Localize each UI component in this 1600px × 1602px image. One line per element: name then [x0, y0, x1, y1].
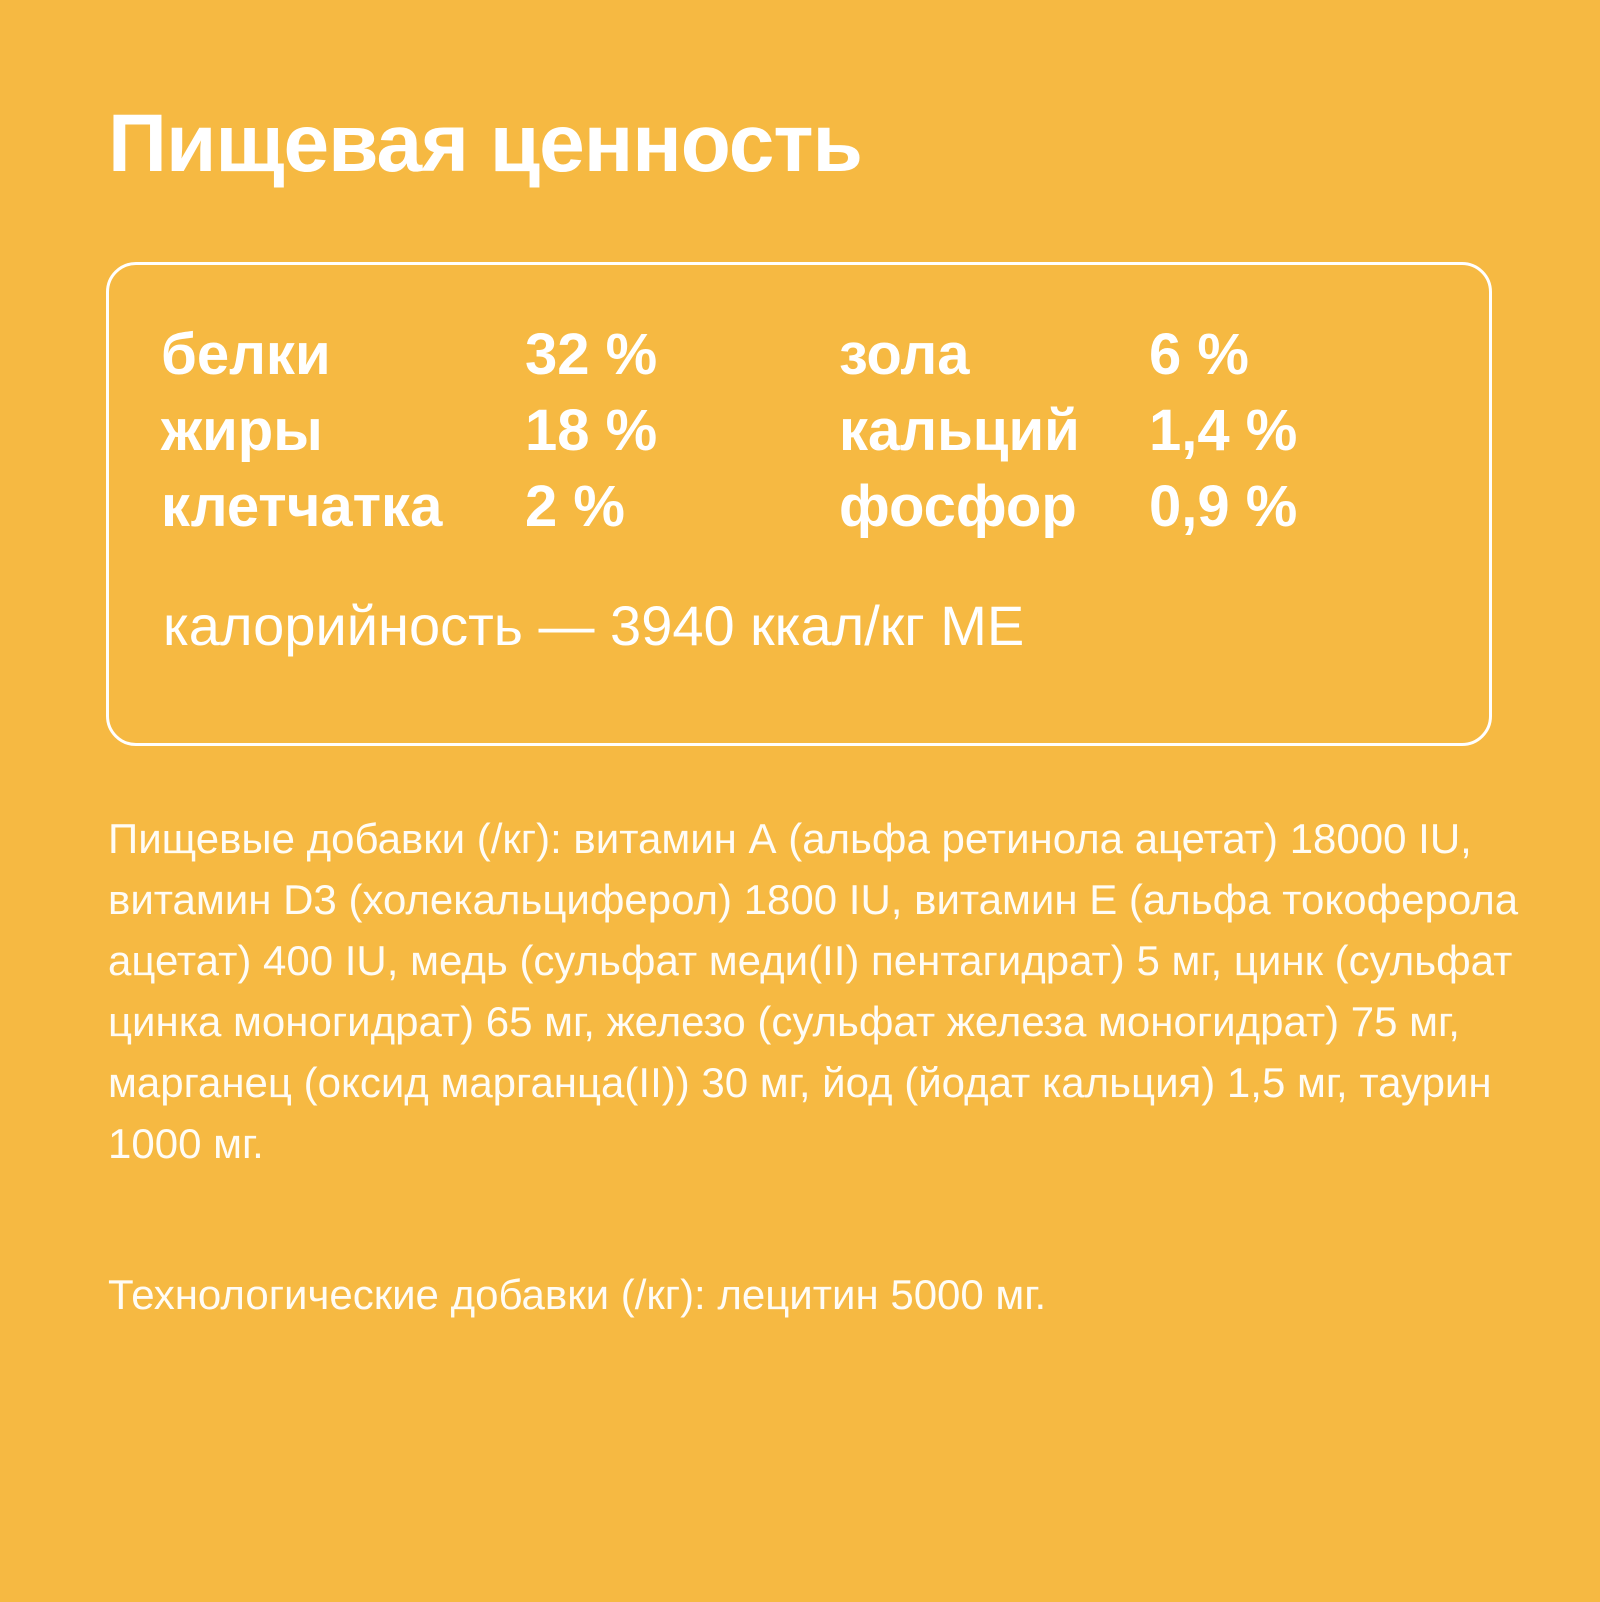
nutrient-name-ash: зола [839, 322, 970, 387]
nutrient-name-protein: белки [161, 322, 331, 387]
technological-additives-text: Технологические добавки (/кг): лецитин 5000 мг. [108, 1271, 1047, 1318]
nutrient-value-calcium: 1,4 % [1149, 398, 1298, 463]
nutrient-name-calcium: кальций [839, 398, 1080, 463]
nutrient-value-fat: 18 % [525, 398, 658, 463]
nutrient-value-ash: 6 % [1149, 322, 1249, 387]
nutritional-additives-text: Пищевые добавки (/кг): витамин А (альфа ретинола ацетат) 18000 IU, витамин D3 (холекальциферол) 1800 IU, витамин Е (альфа токоферола ацетат) 400 IU, медь (сульфат меди(II) пентагидрат) 5 мг, цинк (сульфат цинка моногидрат) 65 мг, железо (сульфат железа моногидрат) 75 мг, марганец (оксид марганца(II)) 30 мг, йод (йодат кальция) 1,5 мг, таурин 1000 мг. [108, 815, 1519, 1167]
nutrient-value-phosphorus: 0,9 % [1149, 474, 1298, 539]
page-title: Пищевая ценность [108, 98, 862, 189]
nutrient-name-fiber: клетчатка [161, 474, 443, 539]
nutrient-value-fiber: 2 % [525, 474, 625, 539]
nutrient-name-phosphorus: фосфор [839, 474, 1077, 539]
nutrition-panel [106, 262, 1492, 746]
nutrient-value-protein: 32 % [525, 322, 658, 387]
calories-text: калорийность — 3940 ккал/кг МЕ [163, 594, 1025, 657]
nutrient-name-fat: жиры [161, 398, 323, 463]
